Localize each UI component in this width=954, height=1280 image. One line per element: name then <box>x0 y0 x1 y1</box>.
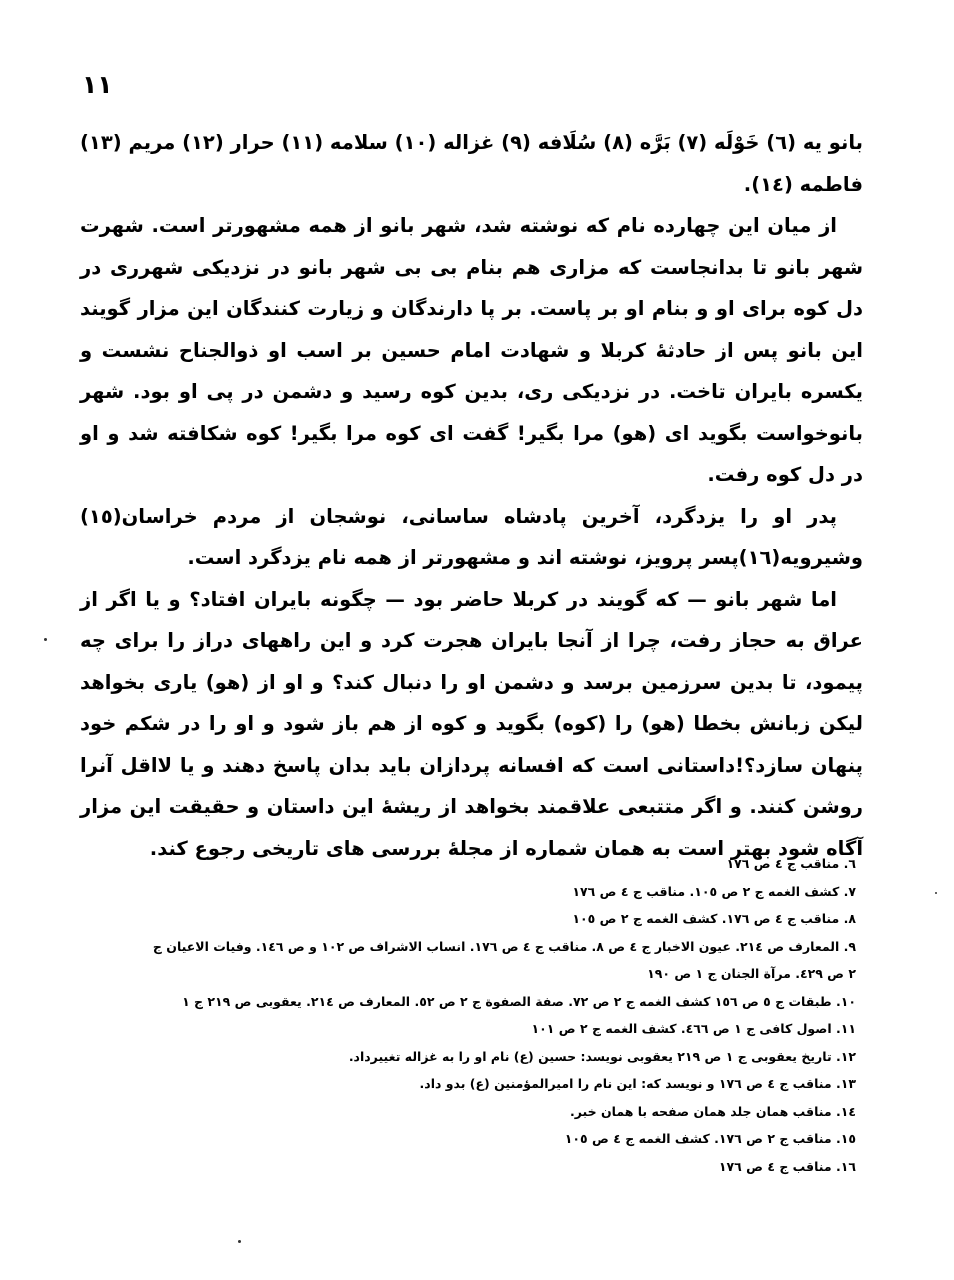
paragraph-question: اما شهر بانو — که گویند در کربلا حاضر بود — چگونه بایران افتاد؟ و یا اگر از عراق به حجاز رفت، چرا از آنجا بایران هجرت کرد و این راههای دراز را برای چه پیمود، تا بدین سرزمین برسد و دشمن او را دنبال کند؟ و او از (هو) یاری بخواهد لیکن زبانش بخطا (هو) را (کوه) بگوید و کوه از هم باز شود و او را در شکم خود پنهان سازد؟!داستانی است که افسانه پردازان باید بدان پاسخ دهند و یا لااقل آنرا روشن کنند. و اگر متتبعی علاقمند بخواهد از ریشهٔ این داستان و حقیقت این مزار آگاه شود بهتر است به همان شماره از مجلهٔ بررسی های تاریخی رجوع کند. <box>80 587 863 860</box>
footnote-11: ١١. اصول کافی ج ١ ص ٤٦٦. کشف الغمه ج ٢ ص ١٠١ <box>531 1021 856 1036</box>
scan-speck <box>935 892 937 894</box>
footnote-6: ٦. مناقب ج ٤ ص ١٧٦ <box>726 856 856 871</box>
footnote-9: ٩. المعارف ص ٢١٤. عیون الاخبار ج ٤ ص ٨. مناقب ج ٤ ص ١٧٦. انساب الاشراف ص ١٠٢ و ص ١٤٦. وفیات الاعیان ج ٢ ص ٤٢٩. مرآة الجنان ج ١ ص ١٩٠ <box>152 938 856 981</box>
footnote-7: ٧. کشف الغمه ج ٢ ص ١٠٥. مناقب ج ٤ ص ١٧٦ <box>572 883 856 899</box>
footnote-14: ١٤. مناقب همان جلد همان صفحه با همان خبر. <box>569 1103 856 1119</box>
footnote-10: ١٠. طبقات ج ٥ ص ١٥٦ کشف الغمه ج ٢ ص ٧٢. صفة الصفوة ج ٢ ص ٥٢. المعارف ص ٢١٤. یعقوبی ص ٢١٩ ج ١ <box>182 993 856 1009</box>
footnote-13: ١٣. مناقب ج ٤ ص ١٧٦ و نویسد که: این نام را امیرالمؤمنین (ع) بدو داد. <box>419 1076 856 1091</box>
scan-speck <box>238 1240 241 1243</box>
paragraph-father: پدر او را یزدگرد، آخرین پادشاه ساسانی، نوشجان از مردم خراسان(١٥) وشیرویه(١٦)پسر پرویز، نوشته اند و مشهورتر از همه نام یزدگرد است. <box>80 504 863 569</box>
footnote-8: ٨. مناقب ج ٤ ص ١٧٦. کشف الغمه ج ٢ ص ١٠٥ <box>572 911 856 926</box>
scan-speck <box>44 638 47 641</box>
paragraph-shahrbanu-shrine: از میان این چهارده نام که نوشته شد، شهر بانو از همه مشهورتر است. شهرت شهر بانو تا بدانجاست که مزاری هم بنام بی بی شهر بانو در نزدیکی شهرری در دل کوه برای او و بنام او بر پاست. بر پا دارندگان و زیارت کنندگان این مزار گویند این بانو پس از حادثهٔ کربلا و شهادت امام حسین بر اسب او ذوالجناح نشست و یکسره بایران تاخت. در نزدیکی ری، بدین کوه رسید و دشمن در پی او بود. شهر بانوخواست بگوید ای (هو) مرا بگیر! گفت ای کوه مرا بگیر! کوه شکافته شد و او در دل کوه رفت. <box>80 214 863 486</box>
footnotes <box>150 850 856 1180</box>
paragraph-name-list: بانو یه (٦) خَوْلَه (٧) بَرَّه (٨) سُلَافه (٩) غزاله (١٠) سلامه (١١) حرار (١٢) مریم (١٣) فاطمه (١٤). <box>80 131 863 196</box>
footnote-16: ١٦. مناقب ج ٤ ص ١٧٦ <box>718 1158 856 1174</box>
footnote-15: ١٥. مناقب ج ٢ ص ١٧٦. کشف الغمه ج ٤ ص ١٠٥ <box>564 1131 856 1146</box>
footnote-12: ١٢. تاریخ یعقوبی ج ١ ص ٢١٩ یعقوبی نویسد: حسین (ع) نام او را به غزاله تغییرداد. <box>348 1048 856 1064</box>
main-text <box>80 122 863 869</box>
page-number: ١١ <box>82 70 113 99</box>
